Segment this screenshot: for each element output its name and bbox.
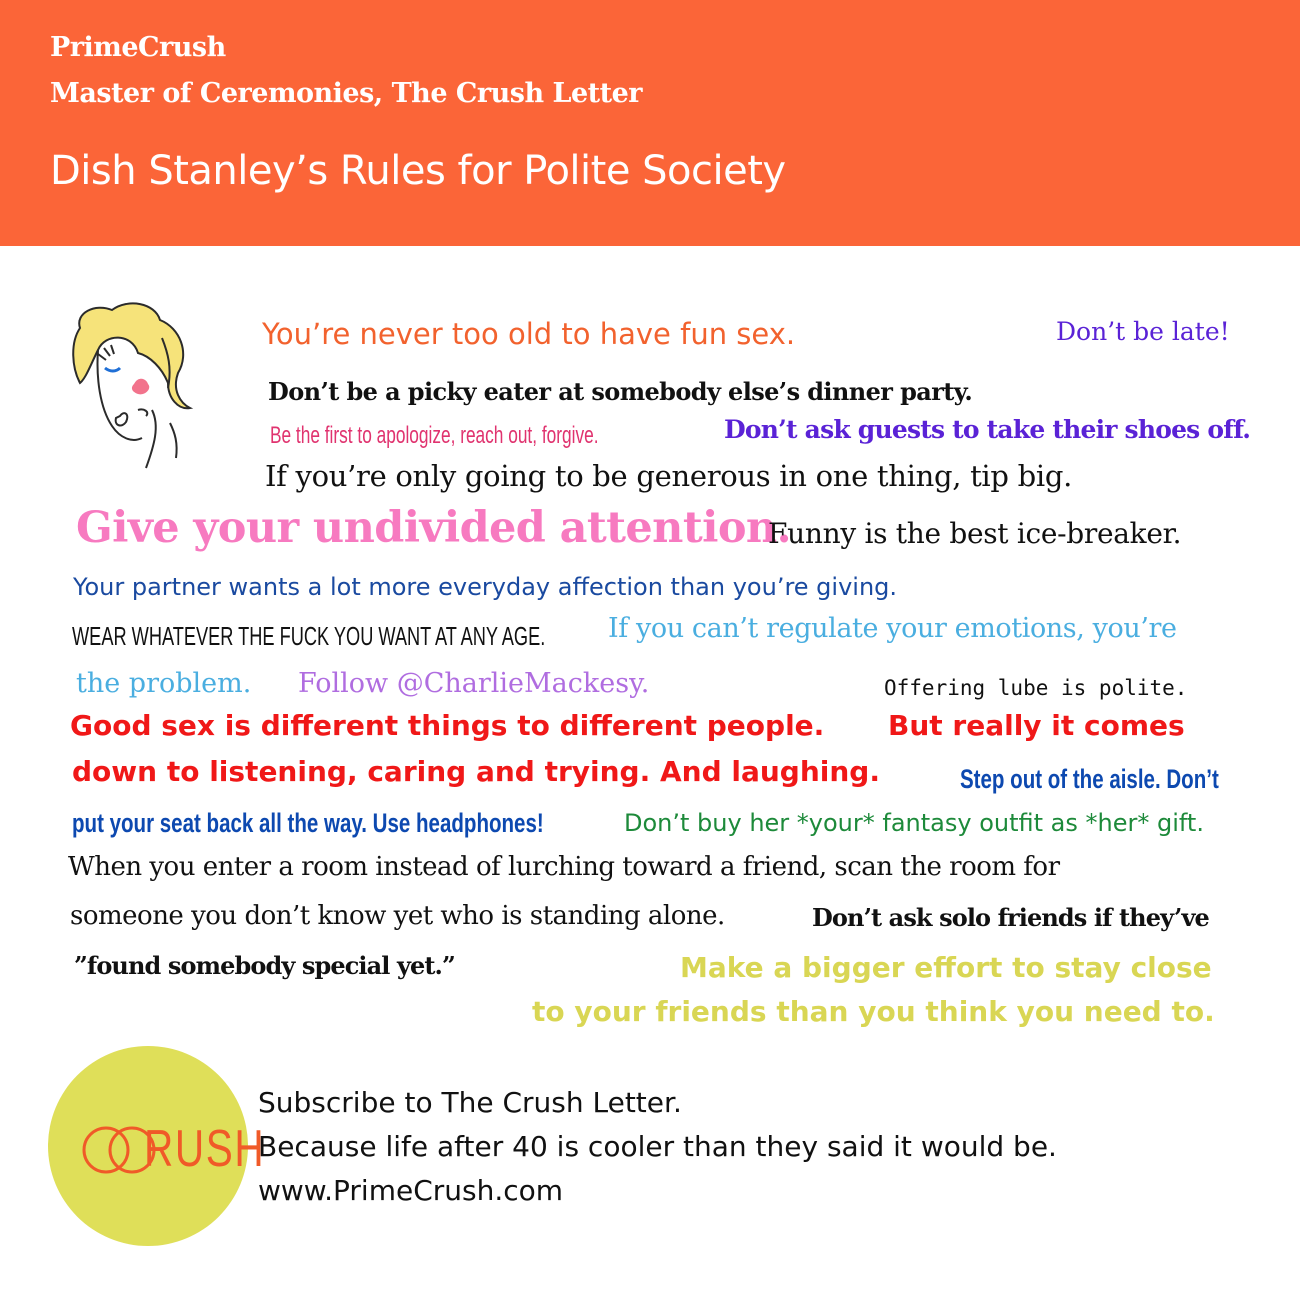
rule-never-too-old: You’re never too old to have fun sex. <box>262 317 796 351</box>
footer-subscribe: Subscribe to The Crush Letter. <box>258 1086 682 1119</box>
woman-sketch-illustration <box>50 298 230 478</box>
rule-dont-be-late: Don’t be late! <box>1056 317 1230 346</box>
rule-enter-room-cont: someone you don’t know yet who is standing alone. <box>70 901 725 931</box>
rule-undivided-attention: Give your undivided attention. <box>76 503 791 553</box>
rule-apologize: Be the first to apologize, reach out, forgive. <box>270 422 599 449</box>
author-role: Master of Ceremonies, The Crush Letter <box>50 78 642 109</box>
rule-offering-lube: Offering lube is polite. <box>884 676 1188 700</box>
rule-stay-close: Make a bigger effort to stay close <box>680 951 1212 984</box>
rule-picky-eater: Don’t be a picky eater at somebody else’s dinner party. <box>268 377 973 406</box>
rule-fantasy-outfit: Don’t buy her *your* fantasy outfit as *her* gift. <box>624 809 1204 837</box>
footer-url[interactable]: www.PrimeCrush.com <box>258 1174 564 1207</box>
rule-airplane-cont: put your seat back all the way. Use headphones! <box>72 808 544 838</box>
rule-regulate-emotions-cont: the problem. <box>76 668 252 699</box>
rule-shoes-off: Don’t ask guests to take their shoes off. <box>724 415 1251 444</box>
rule-funny: Funny is the best ice-breaker. <box>768 517 1182 550</box>
rule-enter-room: When you enter a room instead of lurching toward a friend, scan the room for <box>68 852 1060 882</box>
rule-good-sex-but: But really it comes <box>888 709 1185 742</box>
page-title: Dish Stanley’s Rules for Polite Society <box>50 148 786 194</box>
logo-text: RUSH <box>144 1120 266 1178</box>
rule-follow-mackesy: Follow @CharlieMackesy. <box>298 668 650 699</box>
rule-wear-whatever: WEAR WHATEVER THE FUCK YOU WANT AT ANY AGE. <box>72 621 546 651</box>
brand-name: PrimeCrush <box>50 32 226 63</box>
rule-tip-big: If you’re only going to be generous in one thing, tip big. <box>265 459 1073 493</box>
rule-stay-close-cont: to your friends than you think you need to. <box>532 995 1215 1028</box>
rule-good-sex-cont: down to listening, caring and trying. And laughing. <box>72 755 880 788</box>
footer-tagline: Because life after 40 is cooler than they said it would be. <box>258 1130 1057 1163</box>
rule-good-sex: Good sex is different things to different people. <box>70 709 825 742</box>
rule-partner-affection: Your partner wants a lot more everyday affection than you’re giving. <box>73 573 898 601</box>
rule-airplane: Step out of the aisle. Don’t <box>960 764 1219 794</box>
rule-solo-friends-cont: ”found somebody special yet.” <box>74 951 455 980</box>
rule-solo-friends: Don’t ask solo friends if they’ve <box>812 903 1209 932</box>
rule-regulate-emotions: If you can’t regulate your emotions, you’re <box>608 613 1177 644</box>
header-banner <box>0 0 1300 246</box>
crush-logo <box>48 1046 266 1246</box>
